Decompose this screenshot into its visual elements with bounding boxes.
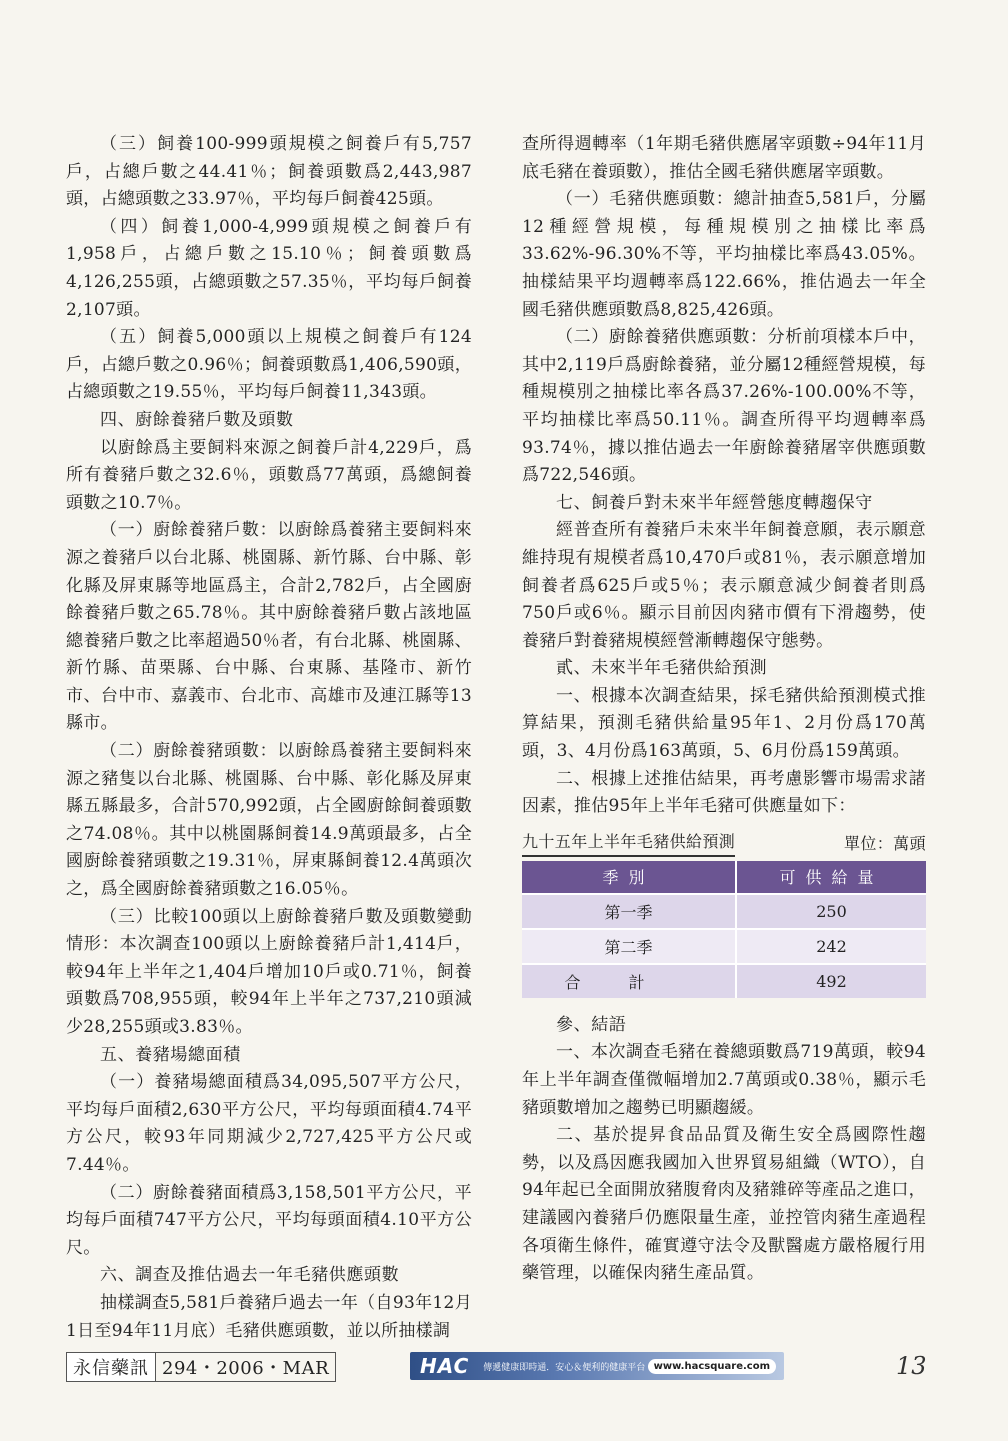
section-heading: 貳、未來半年毛豬供給預測 (556, 658, 768, 679)
value-cell: 250 (736, 894, 926, 929)
paragraph: 抽樣調查5,581戶養豬戶過去一年（自93年12月1日至94年11月底）毛豬供應頭數，並以所抽樣調 (66, 1292, 472, 1341)
paragraph: 二、基於提昇食品品質及衛生安全爲國際性趨勢，以及爲因應我國加入世界貿易組織（WTO），自94年起已全面開放豬腹脅肉及豬雜碎等產品之進口，建議國內養豬戶仍應限量生產，並控管肉豬生產過程各項衛生條件，確實遵守法令及獸醫處方嚴格履行用藥管理，以確保肉豬生產品質。 (522, 1125, 926, 1284)
section-heading: 五、養豬場總面積 (100, 1044, 241, 1065)
page-number: 13 (896, 1352, 927, 1380)
paragraph: （三）飼養100-999頭規模之飼養戶有5,757戶，占總戶數之44.41％；飼養頭數爲2,443,987頭，占總頭數之33.97％，平均每戶飼養425頭。 (66, 134, 472, 210)
hac-logo: HAC (420, 1354, 470, 1378)
value-cell: 242 (736, 929, 926, 964)
journal-logo: 永信藥訊 (66, 1352, 156, 1382)
paragraph: （一）毛豬供應頭數：總計抽查5,581戶，分屬12種經營規模，每種規模別之抽樣比率爲33.62%-96.30%不等，平均抽樣比率爲43.05%。抽樣結果平均週轉率爲122.66%，推估過去一年全國毛豬供應頭數爲8,825,426頭。 (522, 189, 926, 320)
header-season: 季別 (522, 861, 736, 894)
header-supply: 可供給量 (736, 861, 926, 894)
paragraph: 一、根據本次調查結果，採毛豬供給預測模式推算結果，預測毛豬供給量95年1、2月份爲170萬頭，3、4月份爲163萬頭，5、6月份爲159萬頭。 (522, 685, 926, 762)
hac-banner[interactable] (410, 1352, 784, 1380)
paragraph: （二）廚餘養豬供應頭數：分析前項樣本戶中，其中2,119戶爲廚餘養豬，並分屬12種經營規模，每種規模別之抽樣比率各爲37.26%-100.00%不等，平均抽樣比率爲50.11％。調查所得平均週轉率爲93.74％，據以推估過去一年廚餘養豬屠宰供應頭數爲722,546頭。 (522, 327, 926, 486)
season-cell: 第二季 (522, 929, 736, 964)
paragraph: （二）廚餘養豬面積爲3,158,501平方公尺，平均每戶面積747平方公尺，平均每頭面積4.10平方公尺。 (66, 1182, 472, 1258)
section-heading: 參、結語 (556, 1014, 627, 1035)
table-row (522, 894, 926, 929)
forecast-table-block (522, 831, 926, 998)
table-title: 九十五年上半年毛豬供給預測 (522, 831, 735, 857)
paragraph: （二）廚餘養豬頭數：以廚餘爲養豬主要飼料來源之豬隻以台北縣、桃園縣、台中縣、彰化縣及屏東縣五縣最多，合計570,992頭，占全國廚餘飼養頭數之74.08％。其中以桃園縣飼養14.9萬頭最多，占全國廚餘養豬頭數之19.31％，屏東縣飼養12.4萬頭次之，爲全國廚餘養豬頭數之16.05％。 (66, 741, 472, 900)
left-column (66, 131, 472, 1345)
table-total-row (522, 964, 926, 998)
forecast-table (522, 861, 926, 998)
journal-footer (66, 1352, 336, 1382)
paragraph: （四）飼養1,000-4,999頭規模之飼養戶有1,958戶，占總戶數之15.10％；飼養頭數爲4,126,255頭，占總頭數之57.35％，平均每戶飼養2,107頭。 (66, 216, 472, 320)
paragraph: （一）養豬場總面積爲34,095,507平方公尺，平均每戶面積2,630平方公尺，平均每頭面積4.74平方公尺，較93年同期減少2,727,425平方公尺或7.44％。 (66, 1072, 472, 1175)
table-header-row (522, 861, 926, 894)
paragraph: （三）比較100頭以上廚餘養豬戶數及頭數變動情形：本次調查100頭以上廚餘養豬戶計1,414戶，較94年上半年之1,404戶增加10戶或0.71％，飼養頭數爲708,955頭，較94年上半年之737,210頭減少28,255頭或3.83％。 (66, 906, 472, 1037)
right-column (522, 131, 926, 1288)
issue-label: 294・2006・MAR (156, 1352, 336, 1382)
paragraph: 一、本次調查毛豬在養總頭數爲719萬頭，較94年上半年調查僅微幅增加2.7萬頭或0.38％，顯示毛豬頭數增加之趨勢已明顯趨緩。 (522, 1042, 926, 1118)
paragraph: 以廚餘爲主要飼料來源之飼養戶計4,229戶，爲所有養豬戶數之32.6％，頭數爲77萬頭，爲總飼養頭數之10.7％。 (66, 437, 472, 513)
value-cell: 492 (736, 964, 926, 998)
banner-url[interactable]: www.hacsquare.com (648, 1359, 776, 1374)
table-row (522, 929, 926, 964)
table-title-row (522, 831, 926, 857)
section-heading: 四、廚餘養豬戶數及頭數 (100, 409, 294, 430)
season-cell: 合計 (522, 964, 736, 998)
banner-slogan: 傳遞健康即時通．安心＆便利的健康平台 (483, 1362, 646, 1373)
season-cell: 第一季 (522, 894, 736, 929)
paragraph: 二、根據上述推估結果，再考慮影響市場需求諸因素，推估95年上半年毛豬可供應量如下： (522, 768, 926, 817)
section-heading: 六、調查及推估過去一年毛豬供應頭數 (100, 1265, 400, 1286)
table-unit: 單位：萬頭 (843, 833, 926, 853)
paragraph: 經普查所有養豬戶未來半年飼養意願，表示願意維持現有規模者爲10,470戶或81％，表示願意增加飼養者爲625戶或5％；表示願意減少飼養者則爲750戶或6％。顯示目前因肉豬市價有下滑趨勢，使養豬戶對養豬規模經營漸轉趨保守態勢。 (522, 520, 926, 651)
paragraph: （五）飼養5,000頭以上規模之飼養戶有124戶，占總戶數之0.96％；飼養頭數爲1,406,590頭，占總頭數之19.55％，平均每戶飼養11,343頭。 (66, 327, 472, 403)
section-heading: 七、飼養戶對未來半年經營態度轉趨保守 (556, 492, 873, 513)
paragraph: （一）廚餘養豬戶數：以廚餘爲養豬主要飼料來源之養豬戶以台北縣、桃園縣、新竹縣、台中縣、彰化縣及屏東縣等地區爲主，合計2,782戶，占全國廚餘養豬戶數之65.78％。其中廚餘養豬戶數占該地區總養豬戶數之比率超過50％者，有台北縣、桃園縣、新竹縣、苗栗縣、台中縣、台東縣、基隆市、新竹市、台中市、嘉義市、台北市、高雄市及連江縣等13縣市。 (66, 520, 472, 734)
paragraph: 查所得週轉率（1年期毛豬供應屠宰頭數÷94年11月底毛豬在養頭數），推估全國毛豬供應屠宰頭數。 (522, 134, 926, 182)
